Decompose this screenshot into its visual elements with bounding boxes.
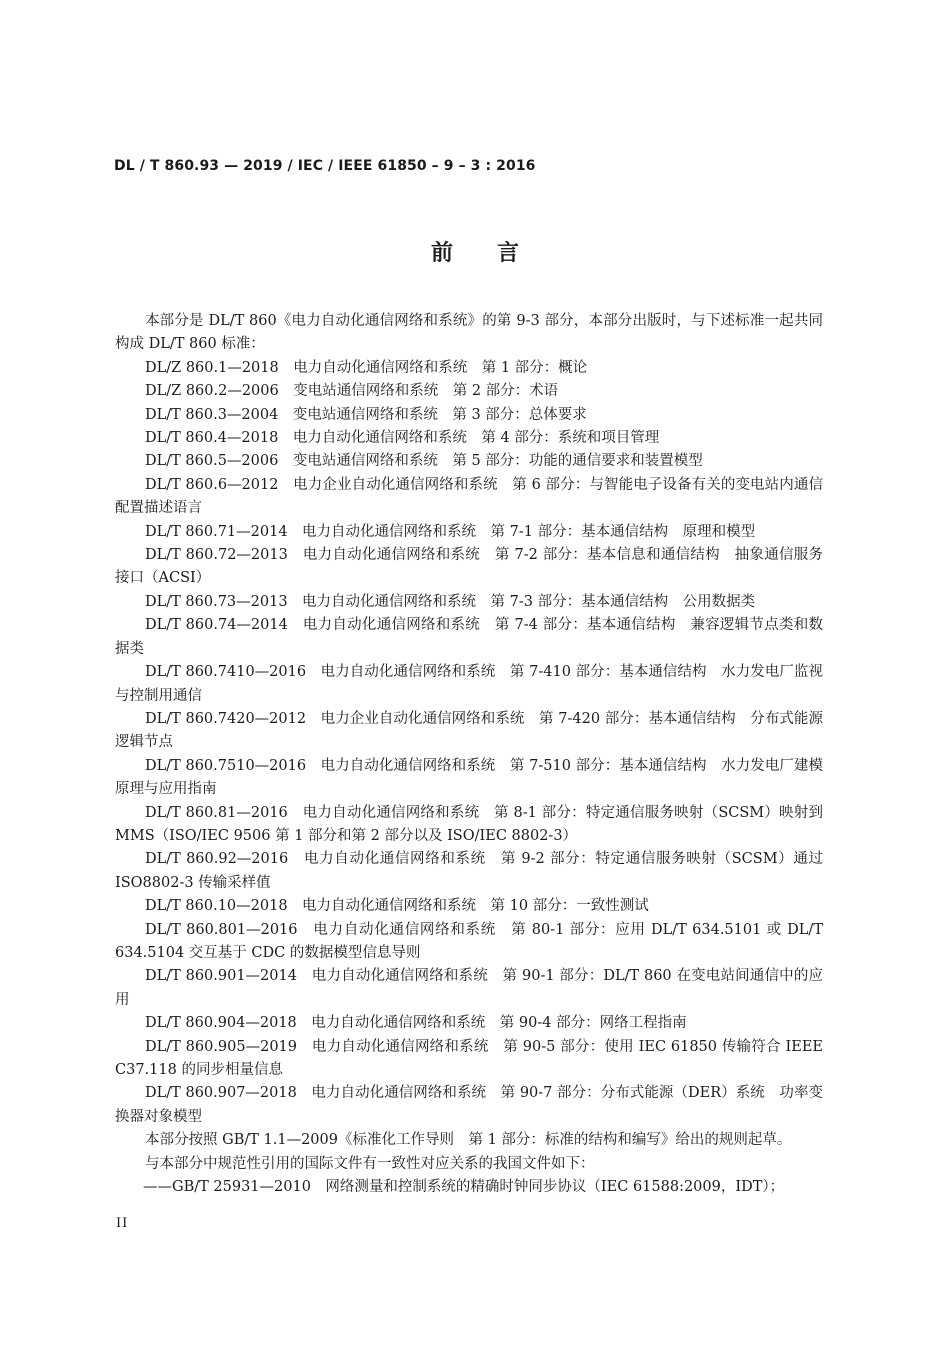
intro-paragraph: 本部分是 DL/T 860《电力自动化通信网络和系统》的第 9-3 部分，本部分出版时，与下述标准一起共同构成 DL/T 860 标准： bbox=[115, 313, 823, 353]
standard-list-item: DL/T 860.5—2006 变电站通信网络和系统 第 5 部分：功能的通信要求和装置模型 bbox=[145, 453, 703, 470]
standard-list-item: DL/Z 860.1—2018 电力自动化通信网络和系统 第 1 部分：概论 bbox=[145, 359, 588, 376]
correspondence-list-item: ——GB/T 25931—2010 网络测量和控制系统的精确时钟同步协议（IEC 61588:2009，IDT）； bbox=[143, 1179, 785, 1196]
page-number: II bbox=[116, 1216, 129, 1231]
standard-list-item: DL/T 860.904—2018 电力自动化通信网络和系统 第 90-4 部分：网络工程指南 bbox=[145, 1015, 687, 1032]
standard-list-item: DL/T 860.7510—2016 电力自动化通信网络和系统 第 7-510 部分：基本通信结构 水力发电厂建模原理与应用指南 bbox=[115, 757, 823, 798]
correspondence-intro-paragraph: 与本部分中规范性引用的国际文件有一致性对应关系的我国文件如下： bbox=[145, 1155, 595, 1172]
standard-list-item: DL/T 860.73—2013 电力自动化通信网络和系统 第 7-3 部分：基本通信结构 公用数据类 bbox=[145, 593, 756, 610]
standard-id-header: DL / T 860.93 — 2019 / IEC / IEEE 61850 – 9 – 3 : 2016 bbox=[114, 158, 536, 174]
preface-body bbox=[115, 310, 823, 1199]
standard-list-item: DL/T 860.81—2016 电力自动化通信网络和系统 第 8-1 部分：特定通信服务映射（SCSM）映射到 MMS（ISO/IEC 9506 第 1 部分和第 2 部分以及 ISO/IEC 8802-3） bbox=[115, 804, 823, 844]
standard-list-item: DL/T 860.907—2018 电力自动化通信网络和系统 第 90-7 部分：分布式能源（DER）系统 功率变换器对象模型 bbox=[115, 1085, 823, 1125]
standard-list-item: DL/T 860.901—2014 电力自动化通信网络和系统 第 90-1 部分：DL/T 860 在变电站间通信中的应用 bbox=[115, 968, 823, 1008]
standard-list-item: DL/T 860.7410—2016 电力自动化通信网络和系统 第 7-410 部分：基本通信结构 水力发电厂监视与控制用通信 bbox=[115, 664, 823, 704]
standard-list-item: DL/T 860.905—2019 电力自动化通信网络和系统 第 90-5 部分：使用 IEC 61850 传输符合 IEEE C37.118 的同步相量信息 bbox=[115, 1038, 823, 1078]
standard-list-item: DL/T 860.10—2018 电力自动化通信网络和系统 第 10 部分：一致性测试 bbox=[145, 898, 649, 915]
page-title: 前 言 bbox=[430, 241, 519, 266]
standard-list-item: DL/T 860.4—2018 电力自动化通信网络和系统 第 4 部分：系统和项目管理 bbox=[145, 430, 660, 447]
standard-list-item: DL/T 860.7420—2012 电力企业自动化通信网络和系统 第 7-420 部分：基本通信结构 分布式能源逻辑节点 bbox=[115, 710, 823, 751]
standard-list-item: DL/T 860.71—2014 电力自动化通信网络和系统 第 7-1 部分：基本通信结构 原理和模型 bbox=[145, 523, 756, 540]
standard-list-item: DL/T 860.3—2004 变电站通信网络和系统 第 3 部分：总体要求 bbox=[145, 406, 587, 423]
standard-list-item: DL/T 860.92—2016 电力自动化通信网络和系统 第 9-2 部分：特定通信服务映射（SCSM）通过 ISO8802-3 传输采样值 bbox=[115, 851, 823, 891]
standard-list-item: DL/T 860.6—2012 电力企业自动化通信网络和系统 第 6 部分：与智能电子设备有关的变电站内通信配置描述语言 bbox=[115, 476, 823, 517]
drafting-rules-paragraph: 本部分按照 GB/T 1.1—2009《标准化工作导则 第 1 部分：标准的结构和编写》给出的规则起草。 bbox=[145, 1132, 792, 1149]
standard-list-item: DL/T 860.801—2016 电力自动化通信网络和系统 第 80-1 部分：应用 DL/T 634.5101 或 DL/T 634.5104 交互基于 CDC 的数据模型信息导则 bbox=[115, 921, 823, 961]
standard-list-item: DL/Z 860.2—2006 变电站通信网络和系统 第 2 部分：术语 bbox=[145, 383, 559, 400]
standard-list-item: DL/T 860.74—2014 电力自动化通信网络和系统 第 7-4 部分：基本通信结构 兼容逻辑节点类和数据类 bbox=[115, 617, 823, 657]
standard-list-item: DL/T 860.72—2013 电力自动化通信网络和系统 第 7-2 部分：基本信息和通信结构 抽象通信服务接口（ACSI） bbox=[115, 547, 823, 587]
